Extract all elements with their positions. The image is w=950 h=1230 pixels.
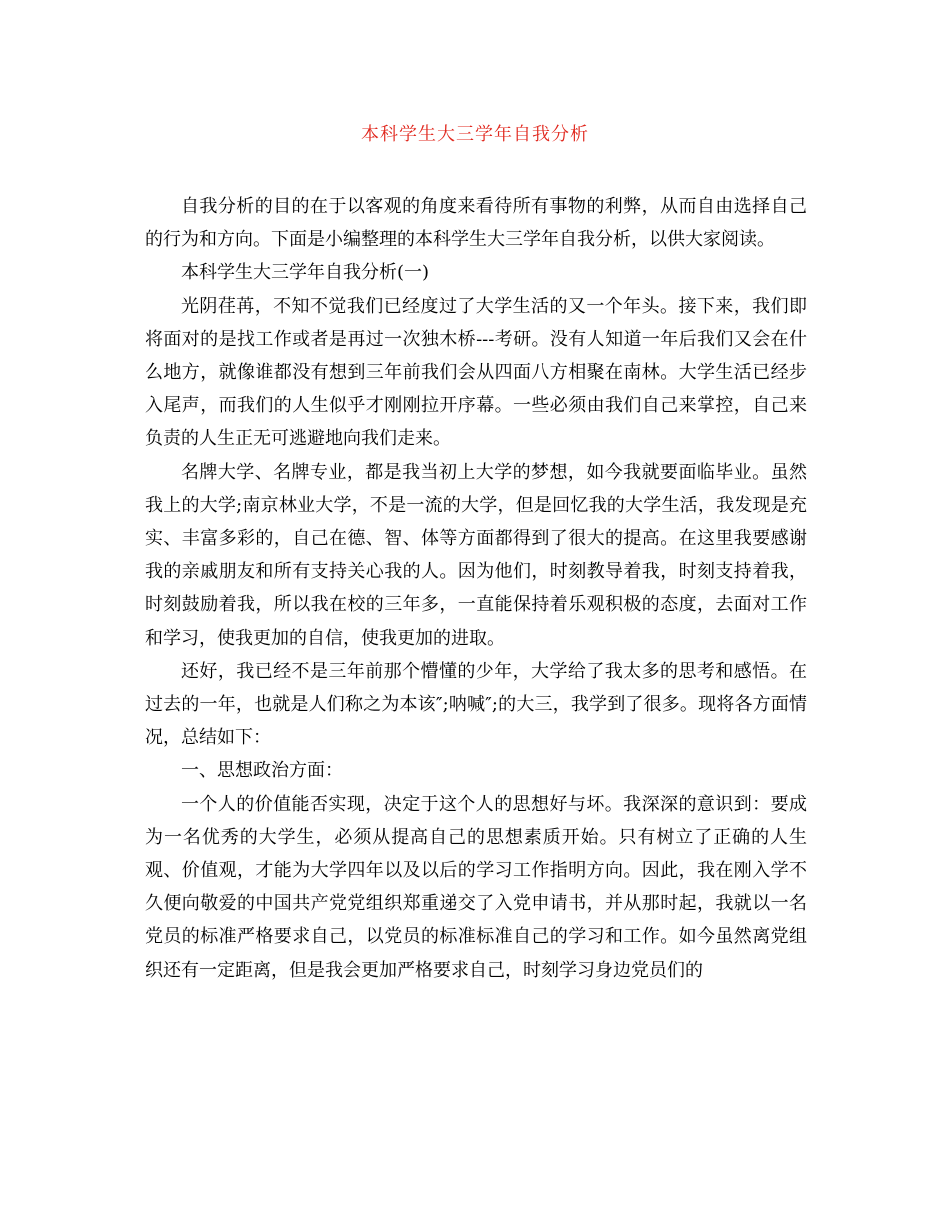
paragraph-section-heading: 本科学生大三学年自我分析(一) (181, 262, 430, 284)
paragraph-university-dream: 名牌大学、名牌专业，都是我当初上大学的梦想，如今我就要面临毕业。虽然我上的大学;南京林业大学，不是一流的大学，但是回忆我的大学生活，我发现是充实、丰富多彩的，自己在德、智、体等方面都得到了很大的提高。在这里我要感谢我的亲戚朋友和所有支持关心我的人。因为他们，时刻教导着我，时刻支持着我，时刻鼓励着我，所以我在校的三年多，一直能保持着乐观积极的态度，去面对工作和学习，使我更加的自信，使我更加的进取。 (145, 461, 807, 649)
document-title: 本科学生大三学年自我分析 (361, 124, 589, 145)
paragraph-politics: 一个人的价值能否实现，决定于这个人的思想好与坏。我深深的意识到：要成为一名优秀的大学生，必须从提高自己的思想素质开始。只有树立了正确的人生观、价值观，才能为大学四年以及以后的学习工作指明方向。因此，我在刚入学不久便向敬爱的中国共产党党组织郑重递交了入党申请书，并从那时起，我就以一名党员的标准严格要求自己，以党员的标准标准自己的学习和工作。如今虽然离党组织还有一定距离，但是我会更加严格要求自己，时刻学习身边党员们的 (145, 793, 807, 981)
paragraph-time-passing: 光阴荏苒，不知不觉我们已经度过了大学生活的又一个年头。接下来，我们即将面对的是找工作或者是再过一次独木桥---考研。没有人知道一年后我们又会在什么地方，就像谁都没有想到三年前我们会从四面八方相聚在南林。大学生活已经步入尾声，而我们的人生似乎才刚刚拉开序幕。一些必须由我们自己来掌控，自己来负责的人生正无可逃避地向我们走来。 (145, 295, 807, 450)
paragraph-subheading-politics: 一、思想政治方面： (181, 760, 343, 782)
document-body (145, 190, 807, 987)
paragraph-reflection: 还好，我已经不是三年前那个懵懂的少年，大学给了我太多的思考和感悟。在过去的一年，也就是人们称之为本该″;呐喊″;的大三，我学到了很多。现将各方面情况，总结如下： (145, 660, 807, 749)
paragraph-intro: 自我分析的目的在于以客观的角度来看待所有事物的利弊，从而自由选择自己的行为和方向。下面是小编整理的本科学生大三学年自我分析，以供大家阅读。 (145, 196, 807, 251)
